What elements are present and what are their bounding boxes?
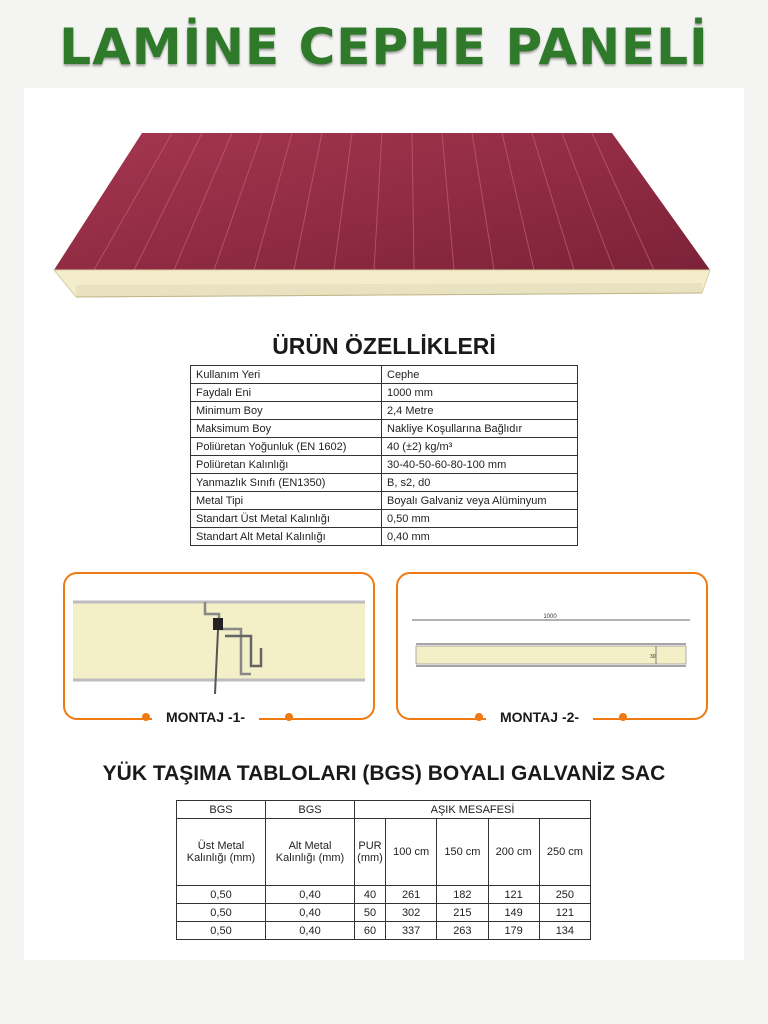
montaj-2-diagram bbox=[398, 574, 706, 718]
spec-row bbox=[191, 474, 578, 492]
spec-row bbox=[191, 402, 578, 420]
montaj-2-caption: MONTAJ -2- bbox=[486, 706, 593, 728]
load-cell: 0,40 bbox=[266, 904, 355, 922]
montaj-1-caption: MONTAJ -1- bbox=[152, 706, 259, 728]
spec-label: Kullanım Yeri bbox=[191, 366, 382, 384]
spec-label: Minimum Boy bbox=[191, 402, 382, 420]
load-cell: 302 bbox=[386, 904, 437, 922]
load-subheader-250: 250 cm bbox=[539, 819, 590, 886]
spec-value: 0,50 mm bbox=[382, 510, 578, 528]
load-cell: 179 bbox=[488, 922, 539, 940]
specs-table bbox=[190, 365, 578, 546]
load-cell: 0,50 bbox=[177, 922, 266, 940]
spec-value: 1000 mm bbox=[382, 384, 578, 402]
load-cell: 215 bbox=[437, 904, 488, 922]
spec-value: 40 (±2) kg/m³ bbox=[382, 438, 578, 456]
montaj-2-card bbox=[396, 572, 708, 720]
spec-value: 30-40-50-60-80-100 mm bbox=[382, 456, 578, 474]
page-title: LAMİNE CEPHE PANELİ bbox=[59, 18, 709, 76]
spec-label: Metal Tipi bbox=[191, 492, 382, 510]
load-cell: 182 bbox=[437, 886, 488, 904]
spec-row bbox=[191, 384, 578, 402]
load-cell: 0,40 bbox=[266, 886, 355, 904]
thickness-dimension: 30 bbox=[650, 654, 656, 660]
spec-row bbox=[191, 510, 578, 528]
width-dimension: 1000 bbox=[543, 614, 557, 620]
spec-row bbox=[191, 420, 578, 438]
spec-label: Poliüretan Yoğunluk (EN 1602) bbox=[191, 438, 382, 456]
spec-value: Nakliye Koşullarına Bağlıdır bbox=[382, 420, 578, 438]
specs-heading: ÜRÜN ÖZELLİKLERİ bbox=[272, 333, 496, 359]
load-cell: 261 bbox=[386, 886, 437, 904]
load-header-bgs-2: BGS bbox=[266, 801, 355, 819]
load-subheader-150: 150 cm bbox=[437, 819, 488, 886]
panel-top-face bbox=[54, 133, 710, 270]
load-cell: 0,50 bbox=[177, 904, 266, 922]
load-cell: 121 bbox=[488, 886, 539, 904]
load-cell: 149 bbox=[488, 904, 539, 922]
load-table bbox=[176, 800, 591, 940]
accent-dot bbox=[285, 713, 293, 721]
load-row bbox=[177, 904, 591, 922]
spec-row bbox=[191, 456, 578, 474]
spec-value: 2,4 Metre bbox=[382, 402, 578, 420]
spec-value: 0,40 mm bbox=[382, 528, 578, 546]
load-subheader-pur: PUR (mm) bbox=[355, 819, 386, 886]
load-subheader-bottom-metal: Alt Metal Kalınlığı (mm) bbox=[266, 819, 355, 886]
spec-row bbox=[191, 366, 578, 384]
spec-label: Standart Üst Metal Kalınlığı bbox=[191, 510, 382, 528]
spec-value: Boyalı Galvaniz veya Alüminyum bbox=[382, 492, 578, 510]
montaj-1-card bbox=[63, 572, 375, 720]
spec-label: Standart Alt Metal Kalınlığı bbox=[191, 528, 382, 546]
accent-dot bbox=[475, 713, 483, 721]
load-header-bgs-1: BGS bbox=[177, 801, 266, 819]
load-cell: 250 bbox=[539, 886, 590, 904]
spec-label: Yanmazlık Sınıfı (EN1350) bbox=[191, 474, 382, 492]
accent-dot bbox=[142, 713, 150, 721]
montaj-1-diagram bbox=[65, 574, 373, 718]
spec-row bbox=[191, 438, 578, 456]
load-header-spacing: AŞIK MESAFESİ bbox=[355, 801, 591, 819]
load-cell: 50 bbox=[355, 904, 386, 922]
spec-label: Faydalı Eni bbox=[191, 384, 382, 402]
spec-row bbox=[191, 528, 578, 546]
accent-dot bbox=[619, 713, 627, 721]
load-subheader-200: 200 cm bbox=[488, 819, 539, 886]
load-cell: 337 bbox=[386, 922, 437, 940]
load-subheader-100: 100 cm bbox=[386, 819, 437, 886]
spec-value: B, s2, d0 bbox=[382, 474, 578, 492]
panel-illustration bbox=[52, 125, 712, 305]
load-cell: 60 bbox=[355, 922, 386, 940]
load-row bbox=[177, 922, 591, 940]
load-cell: 40 bbox=[355, 886, 386, 904]
load-row bbox=[177, 886, 591, 904]
load-cell: 263 bbox=[437, 922, 488, 940]
spec-label: Maksimum Boy bbox=[191, 420, 382, 438]
spec-label: Poliüretan Kalınlığı bbox=[191, 456, 382, 474]
load-cell: 0,50 bbox=[177, 886, 266, 904]
load-cell: 121 bbox=[539, 904, 590, 922]
load-heading: YÜK TAŞIMA TABLOLARI (BGS) BOYALI GALVANİZ SAC bbox=[102, 762, 666, 785]
spec-row bbox=[191, 492, 578, 510]
load-subheader-top-metal: Üst Metal Kalınlığı (mm) bbox=[177, 819, 266, 886]
load-cell: 0,40 bbox=[266, 922, 355, 940]
load-cell: 134 bbox=[539, 922, 590, 940]
spec-value: Cephe bbox=[382, 366, 578, 384]
